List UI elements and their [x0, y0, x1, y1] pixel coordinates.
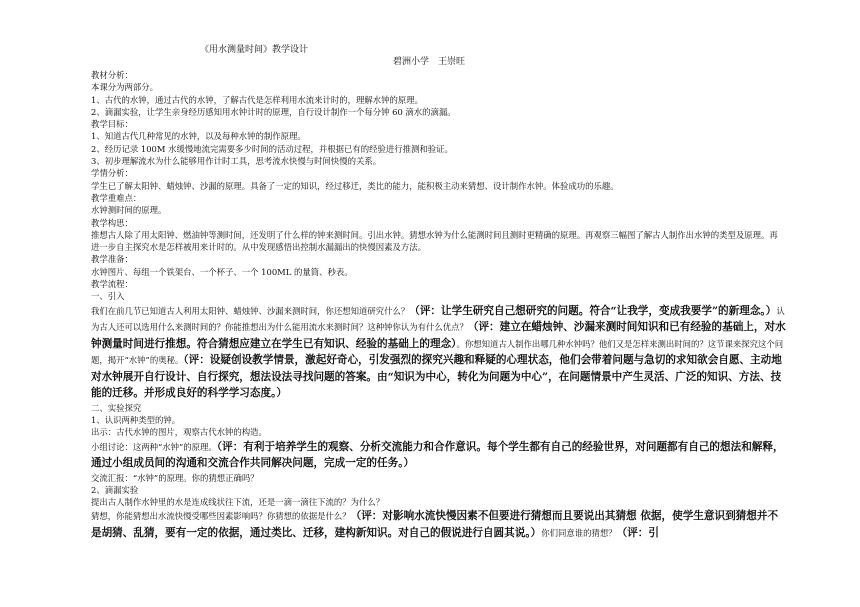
text-line: 1、知道古代几种常见的水钟，以及每种水钟的制作原理。: [91, 131, 306, 142]
guess-text-1: 猜想，你能猜想出水流快慢受哪些因素影响吗？你猜想的依据是什么？: [91, 511, 351, 522]
intro-text-3: 。你想知道古人制作出哪几种水钟吗？他们又是怎样来测出时间的？这节课来探究这个问题，揭开“水钟”的奥秘。: [91, 338, 784, 366]
author-line: 碧洲小学 王崇旺: [393, 57, 466, 67]
text-line: 3、初步理解流水为什么能够用作计时工具，思考流水快慢与时间快慢的关系。: [91, 156, 382, 167]
document-title: 《用水测量时间》教学设计: [200, 45, 309, 55]
group-text-1: 小组讨论：这两种“水钟”的原理。: [91, 441, 217, 452]
text-line: 2、滴漏实验: [91, 484, 139, 495]
text-line: 1、古代的水钟，通过古代的水钟，了解古代是怎样利用水流来计时的，理解水钟的原理。: [91, 94, 423, 105]
text-line: 交流汇报：“水钟”的原理。你的猜想正确吗？: [91, 472, 259, 483]
section-heading: 教学目标：: [91, 119, 133, 130]
text-line: 本课分为两部分。: [91, 82, 158, 93]
text-line: 水钟测时间的原理。: [91, 205, 167, 216]
group-paragraph: [91, 439, 786, 472]
section-heading: 教材分析：: [91, 70, 133, 80]
group-comment-1: （评：有利于培养学生的观察、分析交流能力和合作意识。每个学生都有自己的经验世界，对问题都有自己的想法和解释，通过小组成员间的沟通和交流合作共同解决问题，完成一定的任务。）: [91, 440, 784, 470]
text-line: 2、经历记录 100M 水缓慢地流完需要多少时间的活动过程，并根据已有的经验进行推测和验证。: [91, 143, 453, 154]
intro-comment-2: （评：建立在蜡烛钟、沙漏来测时间知识和已有经验的基础上，对水钟测量时间进行推想。符合猜想应建立在学生已有知识、经验的基础上的理念）: [91, 321, 786, 350]
intro-comment-1: （评：让学生研究自己想研究的问题。符合“让我学，变成我要学”的新理念。）: [409, 304, 777, 317]
section-heading: 教学流程：: [91, 279, 133, 290]
intro-comment-3: （评：设疑创设教学情景，激起好奇心，引发强烈的探究兴趣和释疑的心理状态，他们会带着问题与急切的求知欲会自愿、主动地对水钟展开自行设计、自行探究，想法设法寻找问题的答案。由“知识为中心，转化为问题为中心”，在问题情景中产生灵活、广泛的知识、方法、技能的迁移。并形成良好的科学学习态度。）: [91, 354, 782, 400]
section-heading: 学情分析：: [91, 168, 133, 179]
section-heading: 教学准备：: [91, 254, 133, 265]
intro-text-2: 认为古人还可以选用什么来测时间的？你能推想出为什么能用流水来测时间？这种钟你认为有什么优点？: [91, 305, 785, 333]
text-line: 水钟图片、每组一个铁架台、一个杯子、一个 100ML 的量筒、秒表。: [91, 266, 353, 277]
text-line: 学生已了解太阳钟、蜡烛钟、沙漏的原理。具备了一定的知识，经过移迁，类比的能力，能积极主动来猜想、设计制作水钟。体验成功的乐趣。: [91, 180, 619, 191]
design-paragraph: 推想古人除了用太阳钟、燃油钟等测时间，还发明了什么样的钟来测时间。引出水钟。猜想水钟为什么能测时间且测时更精确的原理。再观察三幅图了解古人制作出水钟的类型及原理。再进一步自主探究水是怎样被用来计时的。从中发现感悟出控制水漏漏出的快慢因素及方法。: [91, 229, 778, 253]
text-line: 2、滴漏实验，让学生亲身经历感知用水钟计时的原理，自行设计制作一个每分钟 60 滴水的滴漏。: [91, 106, 456, 117]
guess-text-2: 你们同意谁的猜想？: [541, 527, 617, 538]
text-line: 出示：古代水钟的图片，观察古代水钟的构造。: [91, 427, 267, 438]
section-heading: 教学重难点：: [91, 192, 142, 203]
guess-comment-1: （评：对影响水流快慢因素不但要进行猜想而且要说出其猜想 依据，使学生意识到猜想并不是胡猜、乱猜，要有一定的依据，通过类比、迁移，建构新知识。对自己的假说进行自圆其说。）: [91, 510, 779, 539]
section-heading: 教学构思：: [91, 217, 133, 228]
intro-text-1: 我们在前几节已知道古人利用太阳钟、蜡烛钟、沙漏来测时间，你还想知道研究什么？: [91, 305, 410, 316]
text-line: 1、认识两种类型的钟。: [91, 414, 181, 425]
section-heading: 一、引入: [91, 291, 125, 302]
guess-comment-2: （评：引: [616, 526, 659, 539]
guess-paragraph: [91, 508, 786, 541]
text-line: 提出古人制作水钟里的水是连成线状往下流，还是一滴一滴往下流的？为什么？: [91, 497, 385, 508]
intro-paragraph: [91, 303, 786, 402]
section-heading: 二、实验探究: [91, 402, 142, 413]
